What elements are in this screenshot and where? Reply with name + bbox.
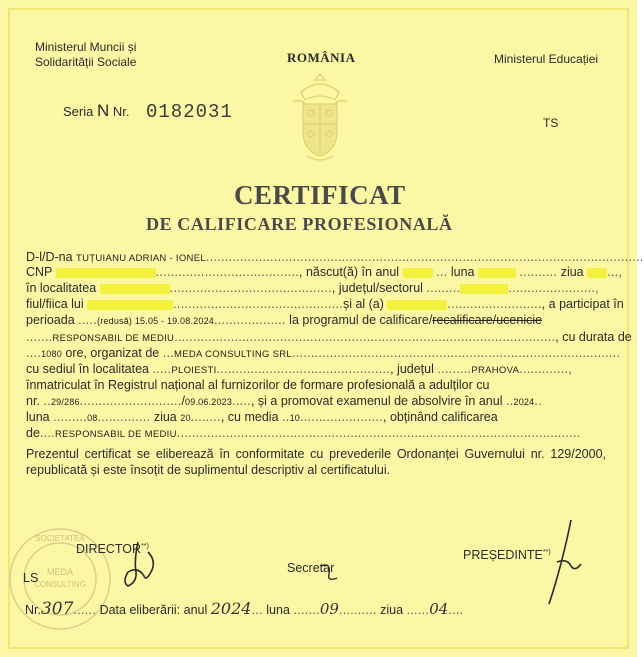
dots: .. — [505, 394, 514, 408]
director-text: DIRECTOR — [76, 542, 142, 556]
participated-label: , a participat în — [541, 297, 624, 311]
born-label: , născut(ă) în anul — [299, 265, 400, 279]
day-label: ziua — [560, 265, 584, 279]
exam-day: 20 — [180, 413, 191, 423]
media-value: 10 — [289, 413, 300, 423]
mother-redacted — [387, 300, 447, 310]
form-line-parents — [26, 297, 624, 312]
form-line-name — [26, 250, 644, 266]
dots: .... — [39, 426, 55, 440]
registry-text: înmatriculat în Registrul național al furnizorilor de formare profesională a adulților cu — [26, 378, 490, 392]
dots: ... — [436, 265, 448, 279]
day-redacted — [587, 268, 607, 278]
issue-month: 09 — [319, 600, 339, 618]
issue-luna-label: luna — [266, 603, 290, 617]
county-redacted — [460, 284, 508, 294]
dots: ......................... — [447, 297, 542, 311]
name-value: TUȚUIANU ADRIAN - IONEL — [76, 253, 206, 264]
title-calificare: DE CALIFICARE PROFESIONALĂ — [146, 214, 453, 234]
ministry-labour-line2: Solidarității Sociale — [35, 55, 137, 69]
dots: ..... — [232, 394, 251, 408]
exam-month: 08 — [87, 413, 98, 423]
reg-date: 09.06.2023 — [185, 397, 233, 407]
organizer-value: MEDA CONSULTING SRL — [174, 349, 292, 360]
dots: ......... — [53, 410, 88, 424]
seat-label: cu sediul în localitatea — [26, 362, 149, 376]
dots: ............., — [519, 362, 573, 376]
form-line-qualification — [26, 330, 632, 346]
final-qualification: RESPONSABIL DE MEDIU — [55, 429, 177, 440]
stamp-text-2: MEDA — [46, 567, 74, 577]
stamp-text-3: CONSULTING — [34, 580, 86, 589]
reg-number: 29/286 — [50, 397, 80, 407]
qualification-value: RESPONSABIL DE MEDIU — [52, 333, 175, 344]
legal-paragraph: Prezentul certificat se eliberează în conformitate cu prevederile Ordonanței Guvernului nr. 129/2000, republicată și este însoțit de suplimentul descriptiv al certificatului. — [26, 447, 606, 477]
form-line-seat — [26, 362, 604, 378]
dots: ........................... — [79, 394, 182, 408]
secretar-signature-icon — [318, 560, 342, 584]
dots: .. — [534, 394, 542, 408]
dots: ......... — [437, 362, 472, 376]
dots: ..... — [78, 313, 98, 327]
seria-value: N — [96, 101, 110, 120]
child-label: fiul/fiica lui — [26, 297, 84, 311]
year-redacted — [403, 268, 433, 278]
secretar-label: Secretar — [287, 561, 335, 575]
dots: ...................................... — [155, 265, 300, 279]
cnp-redacted — [56, 268, 156, 278]
form-line-organizer — [26, 346, 621, 362]
ministry-labour-line1: Ministerul Muncii și — [35, 40, 137, 54]
dots: ........ — [190, 410, 221, 424]
dots: ................... — [214, 313, 286, 327]
issue-year: 2024 — [210, 599, 252, 618]
country-name: ROMÂNIA — [287, 50, 356, 65]
dots: ........................................... — [169, 281, 332, 295]
serial-number: 0182031 — [146, 101, 233, 123]
dots: ...................... — [299, 410, 383, 424]
ministry-education: Ministerul Educației — [494, 52, 599, 66]
period-value: (redusă) 15.05 - 19.08.2024 — [97, 316, 214, 326]
dots: .............................................. — [216, 362, 391, 376]
form-line-locality — [26, 281, 604, 296]
form-line-date — [26, 410, 604, 426]
dots: ............................................. — [173, 297, 343, 311]
nr-label: Nr. — [112, 104, 130, 119]
footer-nr-value: 307 — [40, 599, 74, 619]
seat-county: PRAHOVA — [471, 365, 520, 376]
county-label: , județul/sectorul — [331, 281, 423, 295]
de-label: de — [26, 426, 40, 440]
dots: .. — [282, 410, 290, 424]
coat-of-arms-icon — [287, 68, 353, 166]
hours-value: 1080 — [41, 349, 62, 359]
stamp-text-1: SOCIETATEA — [35, 534, 85, 543]
serial-row — [63, 101, 130, 121]
exam-ziua-label: ziua — [153, 410, 177, 424]
presedinte-signature-icon — [542, 518, 585, 606]
form-line-period — [26, 313, 604, 329]
name-label: D-l/D-na — [26, 250, 73, 264]
footer-row — [25, 600, 463, 619]
dots: ....... — [26, 330, 53, 344]
presedinte-label — [463, 548, 551, 562]
ts-mark: TS — [543, 116, 559, 130]
dots: ......... — [426, 281, 461, 295]
reg-nr-label: nr. — [26, 394, 40, 408]
dots: ..................................................................................................... — [174, 330, 556, 344]
dots: ....................................................................................... — [292, 346, 621, 360]
dots: ...... — [406, 603, 430, 617]
dots: ...... — [73, 603, 97, 617]
ls-label: LS — [23, 571, 39, 585]
form-line-registry — [26, 378, 604, 393]
presedinte-text: PREȘEDINTE — [463, 548, 543, 562]
locality-redacted — [100, 284, 170, 294]
dots: .................................................................................................................... — [205, 250, 644, 264]
exam-text: , și a promovat examenul de absolvire în anul — [250, 394, 503, 408]
dots: ........................................................................................................... — [176, 426, 581, 440]
dots: ......................., — [508, 281, 599, 295]
locality-label: în localitatea — [26, 281, 97, 295]
issue-label: Data eliberării: anul — [99, 603, 208, 617]
dots: ... — [251, 603, 263, 617]
form-line-final — [26, 426, 604, 442]
dots: ..... — [152, 362, 172, 376]
program-text: la programul de calificare/ — [289, 313, 433, 327]
father-redacted — [87, 300, 173, 310]
media-label: , cu media — [220, 410, 279, 424]
dots: .... — [448, 603, 464, 617]
ministry-labour — [35, 40, 136, 70]
seat-city: PLOIESTI — [171, 365, 217, 376]
month-redacted — [478, 268, 516, 278]
director-signature-icon — [118, 538, 162, 590]
seria-label: Seria — [63, 104, 94, 119]
title-certificat: CERTIFICAT — [234, 180, 406, 210]
exam-luna-label: luna — [26, 410, 50, 424]
issue-day: 04 — [429, 600, 449, 618]
month-label: luna — [450, 265, 475, 279]
dots: ....... — [293, 603, 320, 617]
dots: .... — [26, 346, 42, 360]
presedinte-sup: **) — [542, 548, 551, 556]
exam-year: 2024 — [513, 397, 535, 407]
dots: ... — [162, 346, 175, 360]
dots: .............. — [97, 410, 151, 424]
obtaining-label: , obținând calificarea — [383, 410, 498, 424]
program-strike: recalificare/ucenicie — [432, 313, 543, 327]
duration-label: , cu durata de — [555, 330, 632, 344]
form-line-exam: nr. ..29/286.........................../09.06.2023....., și a promovat examenul de absolvire în anul ..2024.. — [26, 394, 542, 408]
seat-county-label: , județul — [390, 362, 434, 376]
dots: .. — [43, 394, 51, 408]
hours-label: ore, organizat de — [65, 346, 160, 360]
dots: .......... — [338, 603, 377, 617]
period-label: perioada — [26, 313, 75, 327]
dots: .......... — [519, 265, 558, 279]
and-label: și al (a) — [342, 297, 384, 311]
dots: ..., — [607, 265, 623, 279]
form-line-cnp — [26, 265, 623, 280]
issue-ziua-label: ziua — [380, 603, 404, 617]
director-sup: **) — [141, 542, 149, 550]
cnp-label: CNP — [26, 265, 53, 279]
footer-nr-label: Nr. — [25, 603, 41, 617]
